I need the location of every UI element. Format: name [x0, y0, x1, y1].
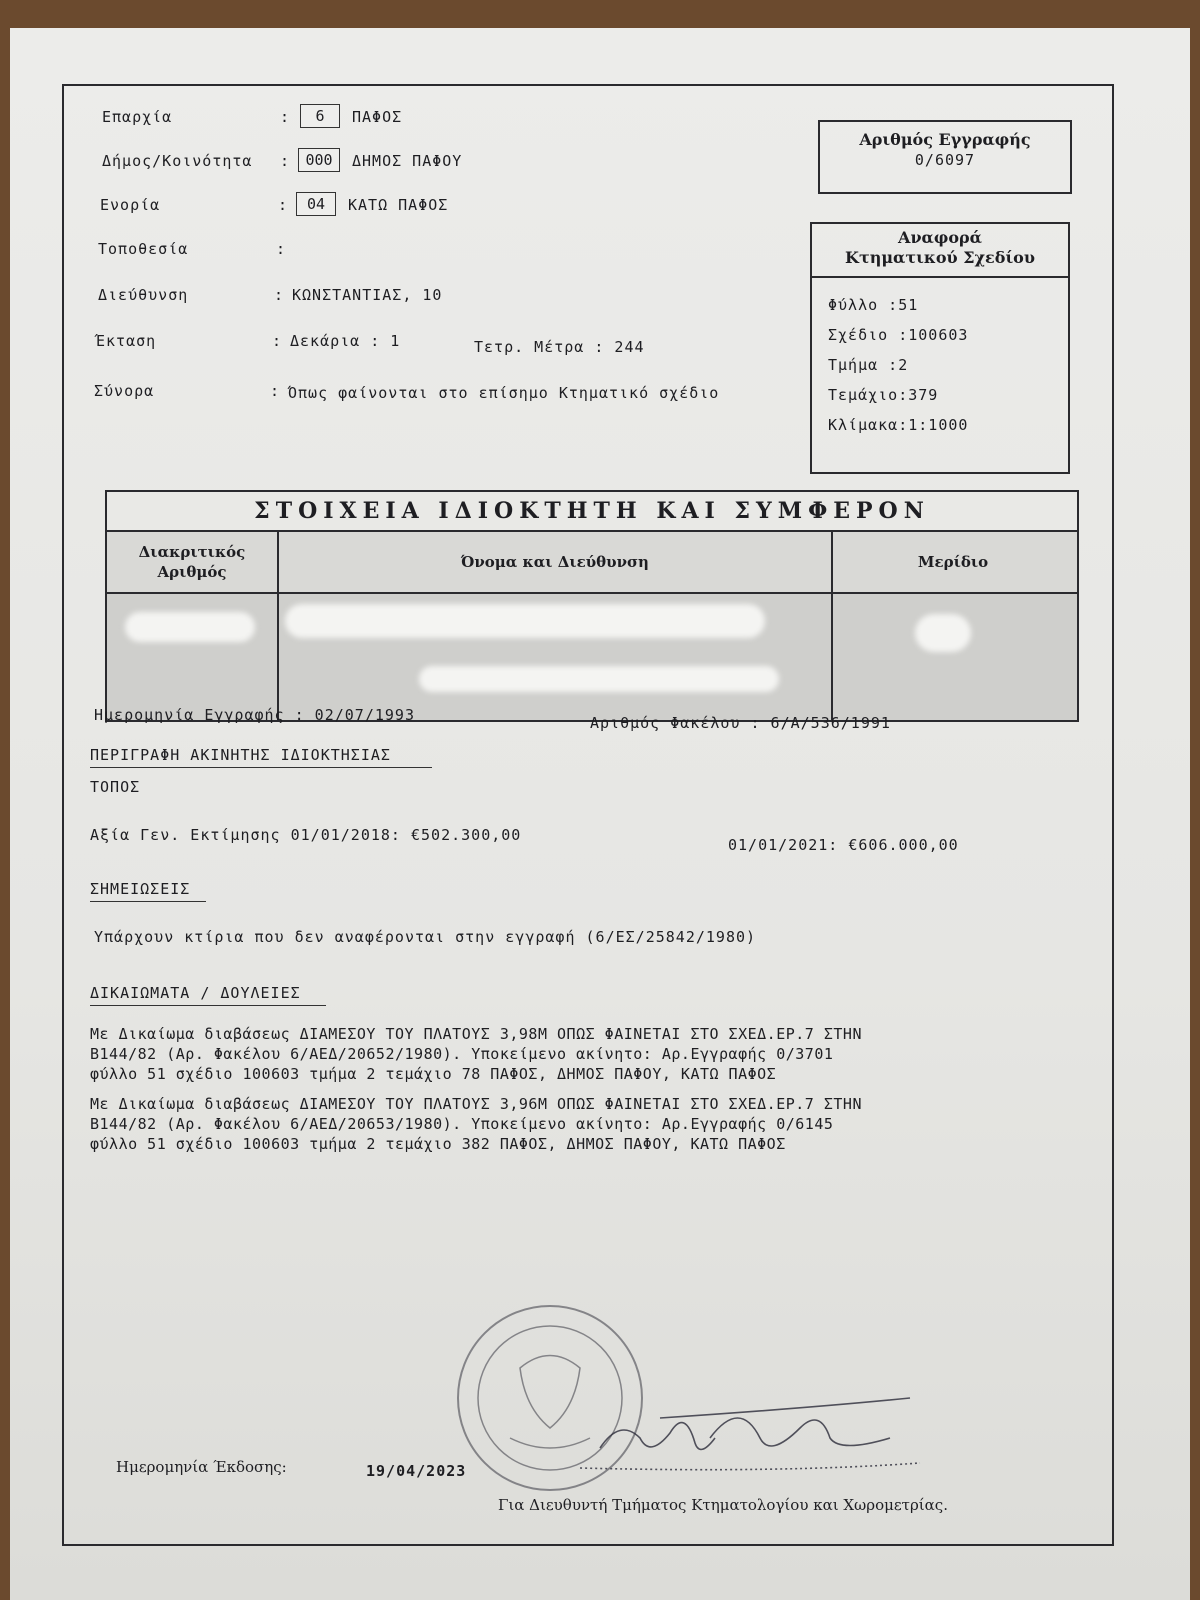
official-stamp-and-signature — [440, 1288, 1000, 1528]
owner-table-title: ΣΤΟΙΧΕΙΑ ΙΔΙΟΚΤΗΤΗ ΚΑΙ ΣΥΜΦΕΡΟΝ — [107, 492, 1077, 532]
quarter-name: ΚΑΤΩ ΠΑΦΟΣ — [348, 196, 449, 214]
plan-reference-title — [812, 224, 1068, 278]
file-number: Αριθμός Φακέλου : 6/Α/536/1991 — [590, 714, 891, 732]
plan-plot: Τεμάχιο:379 — [828, 386, 939, 404]
quarter-label: Ενορία — [100, 196, 161, 214]
plan-reference-box — [810, 222, 1070, 474]
address-label: Διεύθυνση — [98, 286, 189, 304]
owner-table — [105, 490, 1079, 722]
plan-number: Σχέδιο :100603 — [828, 326, 969, 344]
address-value: ΚΩΝΣΤΑΝΤΙΑΣ, 10 — [292, 286, 443, 304]
locality-label: Τοποθεσία — [98, 240, 189, 258]
owner-table-header — [107, 532, 1077, 594]
plan-reference-title-text: Αναφορά Κτηματικού Σχεδίου — [845, 228, 1035, 267]
colon: : — [270, 382, 281, 400]
plan-scale: Κλίμακα:1:1000 — [828, 416, 969, 434]
place-label: ΤΟΠΟΣ — [90, 778, 141, 796]
municipality-name: ΔΗΜΟΣ ΠΑΦΟΥ — [352, 152, 463, 170]
right-entry-line: φύλλο 51 σχέδιο 100603 τμήμα 2 τεμάχιο 382 ΠΑΦΟΣ, ΔΗΜΟΣ ΠΑΦΟΥ, ΚΑΤΩ ΠΑΦΟΣ — [90, 1135, 786, 1153]
col-name-header: Όνομα και Διεύθυνση — [279, 532, 833, 592]
right-entry-line: Β144/82 (Αρ. Φακέλου 6/ΑΕΔ/20653/1980). Υποκείμενο ακίνητο: Αρ.Εγγραφής 0/6145 — [90, 1115, 834, 1133]
colon: : — [278, 196, 289, 214]
redaction-mark — [419, 666, 779, 692]
issue-date-label: Ημερομηνία Έκδοσης: — [116, 1458, 287, 1476]
owner-name-cell — [279, 594, 833, 720]
colon: : — [274, 286, 285, 304]
issue-date: 19/04/2023 — [366, 1462, 467, 1480]
plan-section: Τμήμα :2 — [828, 356, 909, 374]
colon: : — [280, 108, 291, 126]
owner-share-cell — [833, 594, 1073, 720]
owner-id-cell — [107, 594, 279, 720]
stamp-icon — [458, 1306, 642, 1490]
registration-date: Ημερομηνία Εγγραφής : 02/07/1993 — [94, 706, 415, 724]
registration-number-label: Αριθμός Εγγραφής — [859, 130, 1031, 149]
boundaries-value: Όπως φαίνονται στο επίσημο Κτηματικό σχέδιο — [288, 384, 720, 402]
municipality-code-box: 000 — [298, 148, 340, 172]
colon: : — [276, 240, 287, 258]
signature-icon — [580, 1398, 920, 1470]
col-share-header: Μερίδιο — [917, 553, 989, 571]
valuation-2018: Αξία Γεν. Εκτίμησης 01/01/2018: €502.300,00 — [90, 826, 522, 844]
right-entry-line: Με Δικαίωμα διαβάσεως ΔΙΑΜΕΣΟΥ ΤΟΥ ΠΛΑΤΟΥΣ 3,96Μ ΟΠΩΣ ΦΑΙΝΕΤΑΙ ΣΤΟ ΣΧΕΔ.ΕΡ.7 ΣΤΗΝ — [90, 1095, 862, 1113]
extent-sqm: Τετρ. Μέτρα : 244 — [474, 338, 645, 356]
extent-label: Έκταση — [96, 332, 157, 350]
registration-number-box — [818, 120, 1072, 194]
right-entry-line: φύλλο 51 σχέδιο 100603 τμήμα 2 τεμάχιο 78 ΠΑΦΟΣ, ΔΗΜΟΣ ΠΑΦΟΥ, ΚΑΤΩ ΠΑΦΟΣ — [90, 1065, 777, 1083]
col-id-header — [107, 532, 279, 592]
description-heading: ΠΕΡΙΓΡΑΦΗ ΑΚΙΝΗΤΗΣ ΙΔΙΟΚΤΗΣΙΑΣ — [90, 746, 432, 768]
notes-text: Υπάρχουν κτίρια που δεν αναφέρονται στην εγγραφή (6/ΕΣ/25842/1980) — [94, 928, 757, 946]
colon: : — [272, 332, 283, 350]
redaction-mark — [915, 614, 971, 652]
certificate-page — [10, 28, 1190, 1600]
quarter-code-box: 04 — [296, 192, 336, 216]
district-label: Επαρχία — [102, 108, 173, 126]
right-entry-line: Β144/82 (Αρ. Φακέλου 6/ΑΕΔ/20652/1980). Υποκείμενο ακίνητο: Αρ.Εγγραφής 0/3701 — [90, 1045, 834, 1063]
boundaries-label: Σύνορα — [94, 382, 155, 400]
extent-decares: Δεκάρια : 1 — [290, 332, 401, 350]
registration-number: 0/6097 — [914, 151, 976, 169]
district-name: ΠΑΦΟΣ — [352, 108, 403, 126]
right-entry — [90, 1094, 862, 1154]
rights-heading: ΔΙΚΑΙΩΜΑΤΑ / ΔΟΥΛΕΙΕΣ — [90, 984, 326, 1006]
valuation-2021: 01/01/2021: €606.000,00 — [728, 836, 959, 854]
signatory-line: Για Διευθυντή Τμήματος Κτηματολογίου και Χωρομετρίας. — [498, 1496, 948, 1514]
redaction-mark — [125, 612, 255, 642]
col-id-text: Διακριτικός Αριθμός — [138, 543, 246, 581]
right-entry — [90, 1024, 862, 1084]
owner-table-row — [107, 594, 1077, 720]
notes-heading: ΣΗΜΕΙΩΣΕΙΣ — [90, 880, 206, 902]
colon: : — [280, 152, 291, 170]
district-code-box: 6 — [300, 104, 340, 128]
plan-sheet: Φύλλο :51 — [828, 296, 919, 314]
municipality-label: Δήμος/Κοινότητα — [102, 152, 253, 170]
right-entry-line: Με Δικαίωμα διαβάσεως ΔΙΑΜΕΣΟΥ ΤΟΥ ΠΛΑΤΟΥΣ 3,98Μ ΟΠΩΣ ΦΑΙΝΕΤΑΙ ΣΤΟ ΣΧΕΔ.ΕΡ.7 ΣΤΗΝ — [90, 1025, 862, 1043]
redaction-mark — [285, 604, 765, 638]
